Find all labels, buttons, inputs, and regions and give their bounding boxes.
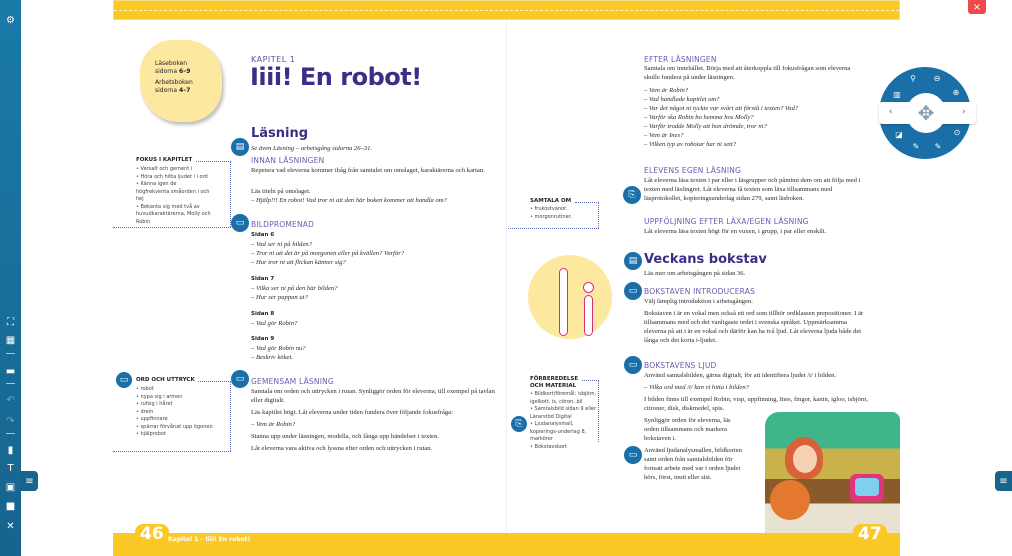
calendar-icon[interactable]: ▦ — [5, 334, 16, 346]
cloud-text: Läseboken — [155, 60, 188, 67]
paperclip-icon[interactable]: ⎘ — [511, 416, 527, 432]
question: – Vem är Robin? — [644, 87, 689, 94]
list-item: • spärrar förvånat upp ögonen — [136, 424, 231, 432]
book-icon[interactable]: ▤ — [231, 138, 249, 156]
list-item: • Versalt och gement i — [136, 166, 211, 174]
i-dot-shape — [583, 282, 594, 293]
question: – Beskriv köket. — [251, 354, 293, 361]
heading-gemensam: GEMENSAM LÄSNING — [251, 377, 334, 386]
list-item: • rufsig i håret — [136, 401, 231, 409]
question: – Vad handlade kapitlet om? — [644, 96, 720, 103]
pen-icon[interactable]: ✎ — [912, 141, 920, 151]
next-page-arrow[interactable]: › — [962, 107, 966, 117]
hierarchy-icon[interactable]: ⚲ — [910, 73, 916, 83]
top-band — [113, 0, 900, 20]
list-item: • Bokstavskort — [530, 444, 600, 452]
samtala-box-title: SAMTALA OM — [530, 198, 574, 204]
fokus-box-title: FOKUS I KAPITLET — [136, 157, 195, 163]
page-label: Sidan 7 — [251, 276, 275, 282]
cloud-text: Arbetsboken — [155, 79, 193, 86]
forberedelse-list — [530, 391, 600, 451]
heading-innan: INNAN LÄSNINGEN — [251, 156, 325, 165]
zoom-in-icon[interactable]: ⊕ — [952, 87, 960, 97]
paragraph: Synliggör orden för eleverna, läs orden tillsammans och markera bokstaven i. — [644, 417, 731, 442]
pen-alt-icon[interactable]: ✎ — [934, 141, 942, 151]
paragraph: Samtala om innehållet. Börja med att återkoppla till fokusfrågan som eleverna skulle fundera på under läsningen. — [644, 65, 851, 81]
square-shape-icon[interactable]: ■ — [5, 500, 16, 512]
samtala-list — [530, 206, 572, 221]
right-menu-tab[interactable]: ≡ — [995, 471, 1012, 491]
list-item: • Samtalsbild sidan 9 eller Lärarstöd Digital — [530, 406, 600, 421]
page-reference-cloud — [140, 40, 222, 122]
cloud-text: sidorna — [155, 68, 180, 75]
heading-uppfoljning: UPPFÖLJNING EFTER LÄXA/EGEN LÄSNING — [644, 217, 809, 226]
toolbar-divider — [6, 433, 15, 434]
tools-icon[interactable]: ✕ — [6, 520, 15, 532]
footer-chapter-text: Kapitel 1 – Iiii! En robot! — [168, 536, 251, 543]
section-heading-lasning: Läsning — [251, 126, 309, 141]
page-number-left: 46 — [135, 524, 169, 544]
heading-bildpromenad: BILDPROMENAD — [251, 220, 315, 229]
page-label: Sidan 9 — [251, 336, 275, 342]
paragraph: Läs mer om arbetsgången på sidan 36. — [644, 270, 746, 277]
list-item: • drein — [136, 409, 231, 417]
whiteboard-icon[interactable]: ▭ — [624, 282, 642, 300]
list-item: • Bekanta sig med två av huvudkaraktärerna, Molly och Robin — [136, 204, 211, 227]
whiteboard-icon[interactable]: ▭ — [624, 446, 642, 464]
close-button[interactable]: × — [968, 0, 986, 14]
list-item: • nypa sig i armen — [136, 394, 231, 402]
text-icon[interactable]: T — [7, 462, 14, 474]
page-icon[interactable]: ▮ — [7, 444, 14, 456]
see-also-text: Se även Läsning – arbetsgång sidorna 26–31. — [251, 145, 373, 152]
paragraph: Repetera vad eleverna kommer ihåg från samtalet om omslaget, karaktärerna och kartan. — [251, 167, 485, 174]
question: – Hjälp!!! En robot! Vad tror ni att den här boken kommer att handla om? — [251, 197, 447, 204]
forberedelse-box-title: OCH MATERIAL — [530, 383, 577, 389]
question: – Vem är Robin? — [251, 421, 296, 428]
paragraph: Samtala om orden och uttrycken i rutan. Synliggör orden för eleverna, till exempel på tavlan eller digitalt. — [251, 388, 495, 404]
girl-face — [793, 445, 817, 473]
left-menu-tab[interactable]: ≡ — [21, 471, 38, 491]
toolbar-divider — [6, 383, 15, 384]
uppercase-i-shape — [559, 268, 568, 336]
question: – Tror ni att det är på morgonen eller på kvällen? Varför? — [251, 250, 405, 257]
list-item: • Bildkort/föremål: isbjörn, igelkott, is, citron, bil — [530, 391, 600, 406]
paragraph: Läs kapitlet högt. Låt eleverna under tiden fundera över följande fokusfråga: — [251, 409, 453, 416]
zoom-reset-icon[interactable]: ⊙ — [953, 127, 961, 137]
lowercase-i-shape — [584, 295, 593, 336]
page-gutter — [506, 20, 507, 533]
question: – Vem är Ines? — [644, 132, 684, 139]
ord-box-title: ORD OCH UTTRYCK — [136, 377, 198, 383]
kitchen-illustration[interactable] — [765, 412, 900, 534]
list-item: • Höra och hitta ljudet i i ord — [136, 174, 211, 182]
ord-box-border — [113, 451, 231, 452]
toolbar-divider — [6, 353, 15, 354]
paragraph: Låt eleverna läsa texten högt för en vuxen, i grupp, i par eller enskilt. — [644, 228, 827, 235]
page-label: Sidan 8 — [251, 311, 275, 317]
redo-icon[interactable]: ↷ — [6, 415, 15, 427]
question: – Hur ser pappan ut? — [251, 294, 308, 301]
fullscreen-icon[interactable]: ⛶ — [7, 316, 14, 328]
paragraph: Använd samtalsbilden, gärna digitalt, för att identifiera ljudet /i/ i bilden. — [644, 372, 837, 379]
question: – Varför ska Robin bo hemma hos Molly? — [644, 114, 754, 121]
samtala-box-border — [575, 202, 599, 228]
section-heading-veckans: Veckans bokstav — [644, 252, 767, 267]
question: – Varför trodde Molly att hon drömde, tror ni? — [644, 123, 767, 130]
cloud-text: sidorna — [155, 87, 180, 94]
boy-figure — [770, 480, 810, 520]
whiteboard-icon[interactable]: ▭ — [231, 370, 249, 388]
heading-ljud: BOKSTAVENS LJUD — [644, 361, 717, 370]
page-number-right: 47 — [853, 524, 887, 544]
paragraph: I bilden finns till exempel Robin, visp, uppfinning, Ines, fingor, kanin, igloo, isbjörn, citroner, disk, diskmedel, spis. — [644, 396, 868, 412]
paragraph: Stanna upp under läsningen, modella, och fånga upp händelser i texten. — [251, 433, 440, 440]
zoom-out-icon[interactable]: ⊖ — [933, 73, 941, 83]
question: – Vad gör Robin nu? — [251, 345, 306, 352]
heading-elevens: ELEVENS EGEN LÄSNING — [644, 166, 742, 175]
whiteboard-icon[interactable]: ▭ — [624, 356, 642, 374]
whiteboard-icon[interactable]: ▭ — [231, 214, 249, 232]
question: – Vilken typ av robotar har ni sett? — [644, 141, 737, 148]
question: – Vad gör Robin? — [251, 320, 298, 327]
list-item: • robot — [136, 386, 231, 394]
heading-introduceras: BOKSTAVEN INTRODUCERAS — [644, 287, 756, 296]
forberedelse-box-title: FÖRBEREDELSE — [530, 376, 581, 382]
list-item: • Ljudanalysmall, kopierings-underlag 8, markörer — [530, 421, 600, 444]
media-icon[interactable]: ▣ — [5, 481, 16, 493]
whiteboard-icon[interactable]: ▭ — [116, 372, 132, 388]
folder-icon[interactable]: ▬ — [5, 365, 16, 377]
paragraph: Använd ljudanalysmallen, bildkorten samt orden från samtalsbilden för fortsatt arbete med var i orden ljudet hörs, först, inuti eller sist. — [644, 447, 742, 481]
undo-icon[interactable]: ↶ — [6, 394, 15, 406]
cloud-pages: 4–7 — [179, 87, 191, 94]
question: – Var det något ni tyckte var svårt att förstå i texten? Vad? — [644, 105, 799, 112]
move-icon[interactable]: ✥ — [906, 93, 946, 133]
fokus-list — [136, 166, 211, 226]
question: – Vilka ser ni på den här bilden? — [251, 285, 338, 292]
left-toolbar — [0, 0, 21, 556]
question: – Vad ser ni på bilden? — [251, 241, 312, 248]
samtala-box-border — [508, 228, 599, 229]
paragraph: Välj lämplig introduktion i arbetsgången. — [644, 298, 753, 305]
question: – Hur tror ni att flickan känner sig? — [251, 259, 346, 266]
chapter-title: Iiii! En robot! — [250, 63, 422, 91]
list-item: • Känna igen de högfrekventa småorden i och hej — [136, 181, 211, 204]
paperclip-icon[interactable]: ⎘ — [623, 186, 641, 204]
book-icon[interactable]: ▤ — [624, 252, 642, 270]
cloud-pages: 6–9 — [179, 68, 191, 75]
paragraph: Låt eleverna vara aktiva och lyssna efter orden och uttrycken i rutan. — [251, 445, 433, 452]
eraser-icon[interactable]: ◪ — [895, 129, 903, 139]
heading-efter: EFTER LÄSNINGEN — [644, 55, 717, 64]
robot-screen — [855, 478, 879, 496]
chapter-label: KAPITEL 1 — [251, 55, 296, 64]
paragraph: Bokstaven i är en vokal men också ett ord som tillhör ordklassen prepositioner. I är tillsammans med och det vanligaste ordet i svenska språket. Uppmärksamma eleverna på att i är en vokal och därför kan ha två ljud. Låt eleverna ljuda både det långa och det korta i-ljudet. — [644, 310, 864, 344]
page-label: Sidan 6 — [251, 232, 275, 238]
paragraph: Låt eleverna läsa texten i par eller i läsgrupper och påminn dem om att följa med i texten med läsfingret. Låt eleverna få texten som läxa tillsammans med läsprotokollet, kopieringsunderlag sidan 279, samt läsboken. — [644, 177, 861, 202]
list-item: • morgonrutiner. — [530, 214, 572, 222]
question: – Vilka ord med /i/ kan vi hitta i bilden? — [644, 384, 749, 391]
paragraph: Läs titeln på omslaget. — [251, 188, 311, 195]
previous-page-arrow[interactable]: ‹ — [889, 107, 893, 117]
fokus-box-border — [113, 227, 231, 228]
list-item: • hjälprobot — [136, 431, 231, 439]
book-view-icon[interactable]: ▥ — [893, 89, 901, 99]
settings-icon[interactable]: ⚙ — [6, 14, 15, 26]
list-item: • uppfinnare — [136, 416, 231, 424]
book-spread — [113, 0, 900, 556]
letter-i-illustration — [528, 255, 612, 339]
list-item: • frukostvanor. — [530, 206, 572, 214]
ord-list — [136, 386, 231, 439]
